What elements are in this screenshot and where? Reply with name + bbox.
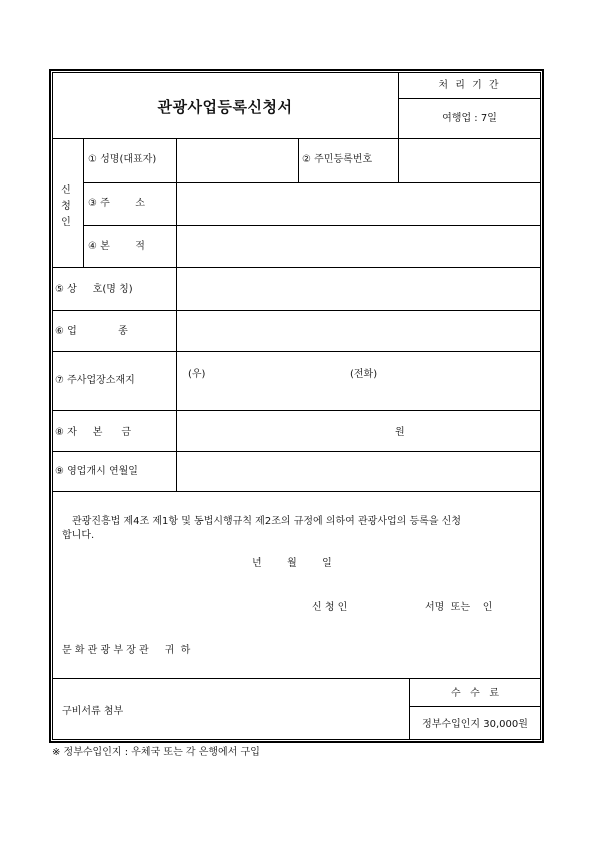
row-line [52, 351, 541, 352]
business-type-label: ⑥ 업 종 [55, 326, 128, 337]
start-date-label: ⑨ 영업개시 연월일 [55, 466, 138, 477]
row-line [83, 182, 541, 183]
label-column-divider [176, 267, 177, 491]
form-inner-border [52, 72, 541, 740]
processing-period-value: 여행업 : 7일 [442, 113, 497, 124]
row-line [83, 225, 541, 226]
phone-prefix: (전화) [350, 369, 378, 380]
address-label: ③ 주 소 [88, 198, 145, 209]
row-line [52, 310, 541, 311]
processing-period-header: 처 리 기 간 [438, 80, 501, 91]
postal-code-prefix: (우) [188, 369, 206, 380]
signature-or-seal: 서명 또는 인 [425, 602, 493, 613]
row-line [52, 678, 541, 679]
id-value-divider [398, 138, 399, 182]
date-line: 년 월 일 [252, 558, 332, 569]
fee-value: 정부수입인지 30,000원 [422, 719, 528, 730]
name-label: ① 성명(대표자) [88, 154, 157, 165]
fee-header: 수 수 료 [450, 688, 500, 699]
footnote: ※ 정부수입인지 : 우체국 또는 각 은행에서 구입 [52, 747, 260, 758]
recipient: 문 화 관 광 부 장 관 귀 하 [62, 645, 191, 656]
statement-line-1: 관광진흥법 제4조 제1항 및 동법시행규칙 제2조의 규정에 의하여 관광사업의 등록을 신청 [72, 516, 461, 527]
applicant-sign-label: 신 청 인 [312, 602, 348, 613]
row-line [52, 138, 541, 139]
row-line [52, 410, 541, 411]
label-column-divider [176, 138, 177, 267]
row-line [52, 451, 541, 452]
form-title: 관광사업등록신청서 [157, 98, 293, 116]
applicant-divider [83, 138, 84, 267]
processing-divider [398, 98, 541, 99]
business-name-label: ⑤ 상 호(명 칭) [55, 284, 133, 295]
currency-unit: 원 [395, 427, 405, 438]
name-id-divider [298, 138, 299, 182]
statement-line-2: 합니다. [62, 530, 95, 541]
fee-divider-horizontal [409, 706, 541, 707]
attachments-label: 구비서류 첨부 [62, 706, 124, 717]
resident-id-label: ② 주민등록번호 [302, 154, 373, 165]
main-office-label: ⑦ 주사업장소재지 [55, 375, 135, 386]
row-line [52, 267, 541, 268]
domicile-label: ④ 본 적 [88, 241, 145, 252]
applicant-label: 신청인 [61, 185, 71, 228]
capital-label: ⑧ 자 본 금 [55, 427, 132, 438]
row-line [52, 491, 541, 492]
